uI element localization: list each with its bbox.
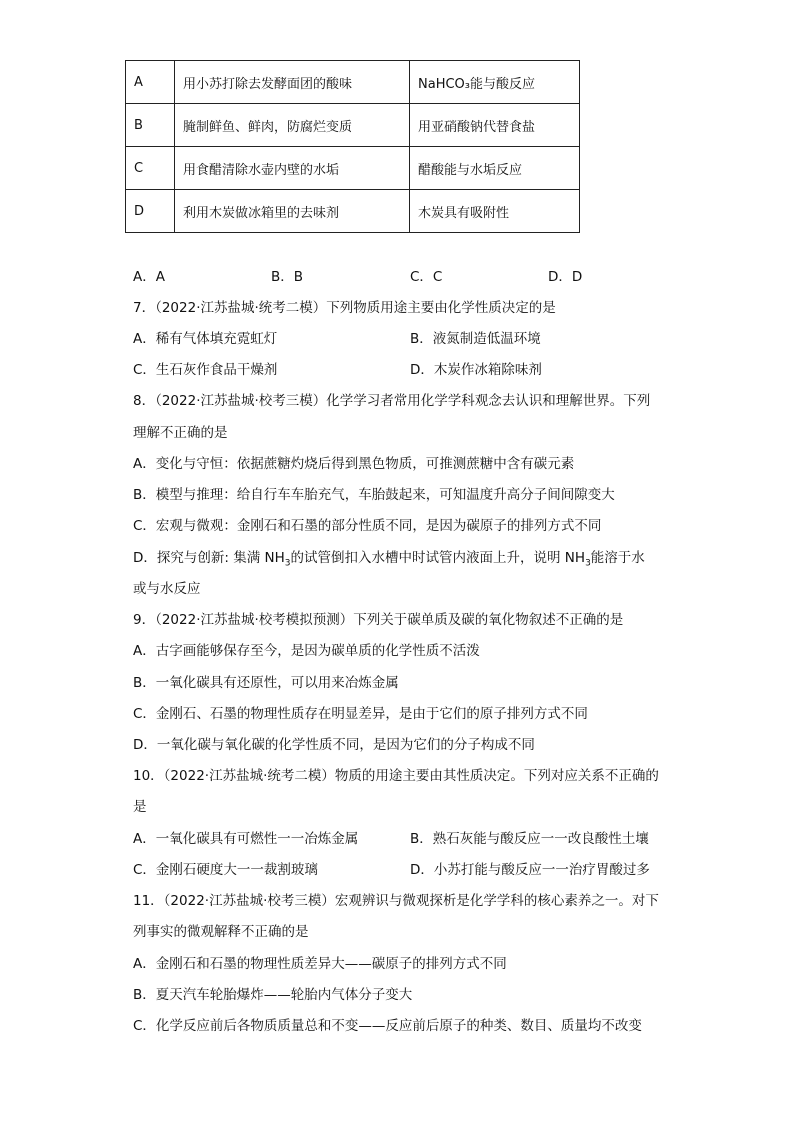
row-reason: 木炭具有吸附性 xyxy=(410,190,580,233)
answer-table xyxy=(125,60,580,233)
q11-stem-line2: 列事实的微观解释不正确的是 xyxy=(133,924,309,940)
subscript-3: 3 xyxy=(284,558,291,569)
row-usage: 利用木炭做冰箱里的去味剂 xyxy=(175,190,410,233)
q8-option-a[interactable]: A．变化与守恒：依据蔗糖灼烧后得到黑色物质，可推测蔗糖中含有碳元素 xyxy=(133,456,575,472)
row-label: D xyxy=(126,190,175,233)
table-row xyxy=(126,61,580,104)
q7-option-a[interactable]: A．稀有气体填充霓虹灯 xyxy=(133,331,278,347)
q10-option-d[interactable]: D．小苏打能与酸反应一一治疗胃酸过多 xyxy=(410,862,650,878)
q11-option-b[interactable]: B．夏天汽车轮胎爆炸——轮胎内气体分子变大 xyxy=(133,987,413,1003)
q8-option-d[interactable] xyxy=(133,548,645,574)
table-row xyxy=(126,190,580,233)
q7-option-d[interactable]: D．木炭作冰箱除味剂 xyxy=(410,362,542,378)
subscript-3: 3 xyxy=(585,558,591,569)
row-usage: 用食醋清除水壶内壁的水垢 xyxy=(175,147,410,190)
table-row xyxy=(126,104,580,147)
q9-stem: 9．（2022·江苏盐城·校考模拟预测）下列关于碳单质及碳的氧化物叙述不正确的是 xyxy=(133,612,624,628)
q10-stem-line2: 是 xyxy=(133,799,147,815)
q8-option-d-text1: D．探究与创新: 集满 NH xyxy=(133,550,285,566)
q8-option-d-text2: 的试管倒扣入水槽中时试管内液面上升，说明 NH xyxy=(290,550,586,566)
row-reason: NaHCO₃能与酸反应 xyxy=(410,61,580,104)
row-usage: 用小苏打除去发酵面团的酸味 xyxy=(175,61,410,104)
q7-option-b[interactable]: B．液氮制造低温环境 xyxy=(410,331,541,347)
q10-option-b[interactable]: B．熟石灰能与酸反应一一改良酸性土壤 xyxy=(410,831,649,847)
q9-option-a[interactable]: A．古字画能够保存至今，是因为碳单质的化学性质不活泼 xyxy=(133,643,480,659)
q8-stem-line2: 理解不正确的是 xyxy=(133,425,228,441)
row-usage: 腌制鲜鱼、鲜肉，防腐烂变质 xyxy=(175,104,410,147)
q9-option-d[interactable]: D．一氧化碳与氧化碳的化学性质不同，是因为它们的分子构成不同 xyxy=(133,737,535,753)
q7-stem: 7．（2022·江苏盐城·统考二模）下列物质用途主要由化学性质决定的是 xyxy=(133,300,556,316)
row-reason: 用亚硝酸钠代替食盐 xyxy=(410,104,580,147)
q8-option-d-text3: 能溶于水 xyxy=(590,550,645,566)
q8-stem-line1: 8．（2022·江苏盐城·校考三模）化学学习者常用化学学科观念去认识和理解世界。下列 xyxy=(133,393,651,409)
q11-option-c[interactable]: C．化学反应前后各物质质量总和不变——反应前后原子的种类、数目、质量均不改变 xyxy=(133,1018,642,1034)
q7-option-c[interactable]: C．生石灰作食品干燥剂 xyxy=(133,362,278,378)
row-label: C xyxy=(126,147,175,190)
q6-option-a[interactable]: A．A xyxy=(133,269,165,285)
q8-option-d-line2: 或与水反应 xyxy=(133,581,201,597)
q6-option-d[interactable]: D．D xyxy=(548,269,583,285)
q8-option-c[interactable]: C．宏观与微观：金刚石和石墨的部分性质不同，是因为碳原子的排列方式不同 xyxy=(133,518,602,534)
q11-stem-line1: 11．（2022·江苏盐城·校考三模）宏观辨识与微观探析是化学学科的核心素养之一。对下 xyxy=(133,893,659,909)
table-row xyxy=(126,147,580,190)
row-label: B xyxy=(126,104,175,147)
q10-stem-line1: 10．（2022·江苏盐城·统考二模）物质的用途主要由其性质决定。下列对应关系不正确的 xyxy=(133,768,659,784)
q10-option-c[interactable]: C．金刚石硬度大一一裁割玻璃 xyxy=(133,862,318,878)
q9-option-c[interactable]: C．金刚石、石墨的物理性质存在明显差异，是由于它们的原子排列方式不同 xyxy=(133,706,588,722)
row-label: A xyxy=(126,61,175,104)
q6-option-b[interactable]: B．B xyxy=(271,269,304,285)
row-reason: 醋酸能与水垢反应 xyxy=(410,147,580,190)
q11-option-a[interactable]: A．金刚石和石墨的物理性质差异大——碳原子的排列方式不同 xyxy=(133,956,507,972)
q6-option-c[interactable]: C．C xyxy=(410,269,443,285)
q10-option-a[interactable]: A．一氧化碳具有可燃性一一冶炼金属 xyxy=(133,831,359,847)
q9-option-b[interactable]: B．一氧化碳具有还原性，可以用来冶炼金属 xyxy=(133,675,399,691)
q8-option-b[interactable]: B．模型与推理：给自行车车胎充气，车胎鼓起来，可知温度升高分子间间隙变大 xyxy=(133,487,615,503)
